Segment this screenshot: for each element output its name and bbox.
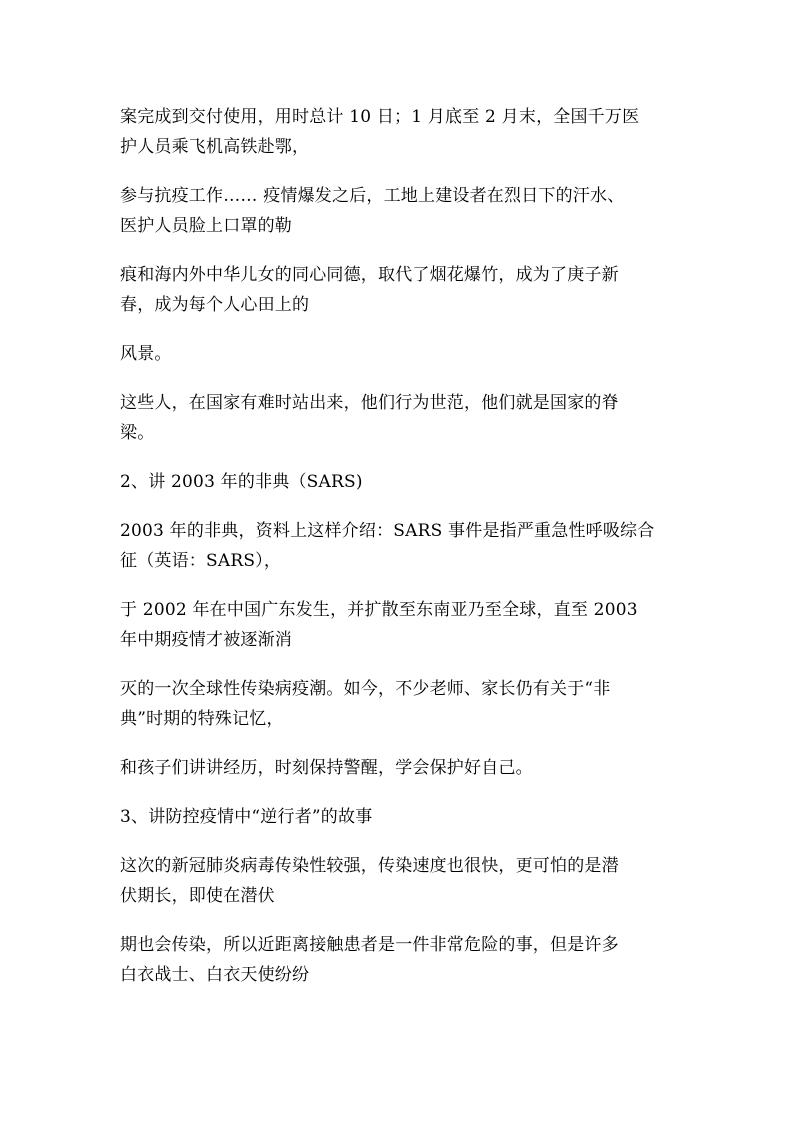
heading-line: 2、讲 2003 年的非典（SARS) xyxy=(120,472,363,492)
text-line: 年中期疫情才被逐渐消 xyxy=(120,630,292,650)
paragraph-12 xyxy=(120,851,680,911)
section-heading-sars xyxy=(120,467,680,497)
text-line: 护人员乘飞机高铁赴鄂， xyxy=(120,137,310,157)
paragraph-1 xyxy=(120,102,680,162)
document-body xyxy=(120,102,680,1009)
text-line: 春，成为每个人心田上的 xyxy=(120,295,310,315)
text-line: 和孩子们讲讲经历，时刻保持警醒，学会保护好自己。 xyxy=(120,758,533,778)
paragraph-9 xyxy=(120,674,680,734)
text-line: 风景。 xyxy=(120,344,172,364)
text-line: 医护人员脸上口罩的勒 xyxy=(120,216,292,236)
text-line: 期也会传染，所以近距离接触患者是一件非常危险的事，但是许多 xyxy=(120,935,619,955)
section-heading-retrograde xyxy=(120,802,680,832)
text-line: 伏期长，即使在潜伏 xyxy=(120,886,275,906)
text-line: 梁。 xyxy=(120,423,155,443)
text-line: 案完成到交付使用，用时总计 10 日；1 月底至 2 月末，全国千万医 xyxy=(120,107,640,127)
paragraph-2 xyxy=(120,181,680,241)
text-line: 典”时期的特殊记忆， xyxy=(120,709,284,729)
heading-line: 3、讲防控疫情中“逆行者”的故事 xyxy=(120,807,373,827)
paragraph-13 xyxy=(120,930,680,990)
text-line: 灭的一次全球性传染病疫潮。如今，不少老师、家长仍有关于“非 xyxy=(120,679,611,699)
text-line: 参与抗疫工作…… 疫情爆发之后，工地上建设者在烈日下的汗水、 xyxy=(120,186,625,206)
text-line: 征（英语：SARS）， xyxy=(120,551,282,571)
text-line: 这次的新冠肺炎病毒传染性较强，传染速度也很快，更可怕的是潜 xyxy=(120,856,619,876)
paragraph-4 xyxy=(120,339,680,369)
paragraph-5 xyxy=(120,388,680,448)
text-line: 这些人，在国家有难时站出来，他们行为世范，他们就是国家的脊 xyxy=(120,393,619,413)
paragraph-3 xyxy=(120,260,680,320)
paragraph-8 xyxy=(120,595,680,655)
text-line: 于 2002 年在中国广东发生，并扩散至东南亚乃至全球，直至 2003 xyxy=(120,600,638,620)
text-line: 白衣战士、白衣天使纷纷 xyxy=(120,965,310,985)
text-line: 2003 年的非典，资料上这样介绍：SARS 事件是指严重急性呼吸综合 xyxy=(120,521,655,541)
paragraph-7 xyxy=(120,516,680,576)
paragraph-10 xyxy=(120,753,680,783)
text-line: 痕和海内外中华儿女的同心同德，取代了烟花爆竹，成为了庚子新 xyxy=(120,265,619,285)
